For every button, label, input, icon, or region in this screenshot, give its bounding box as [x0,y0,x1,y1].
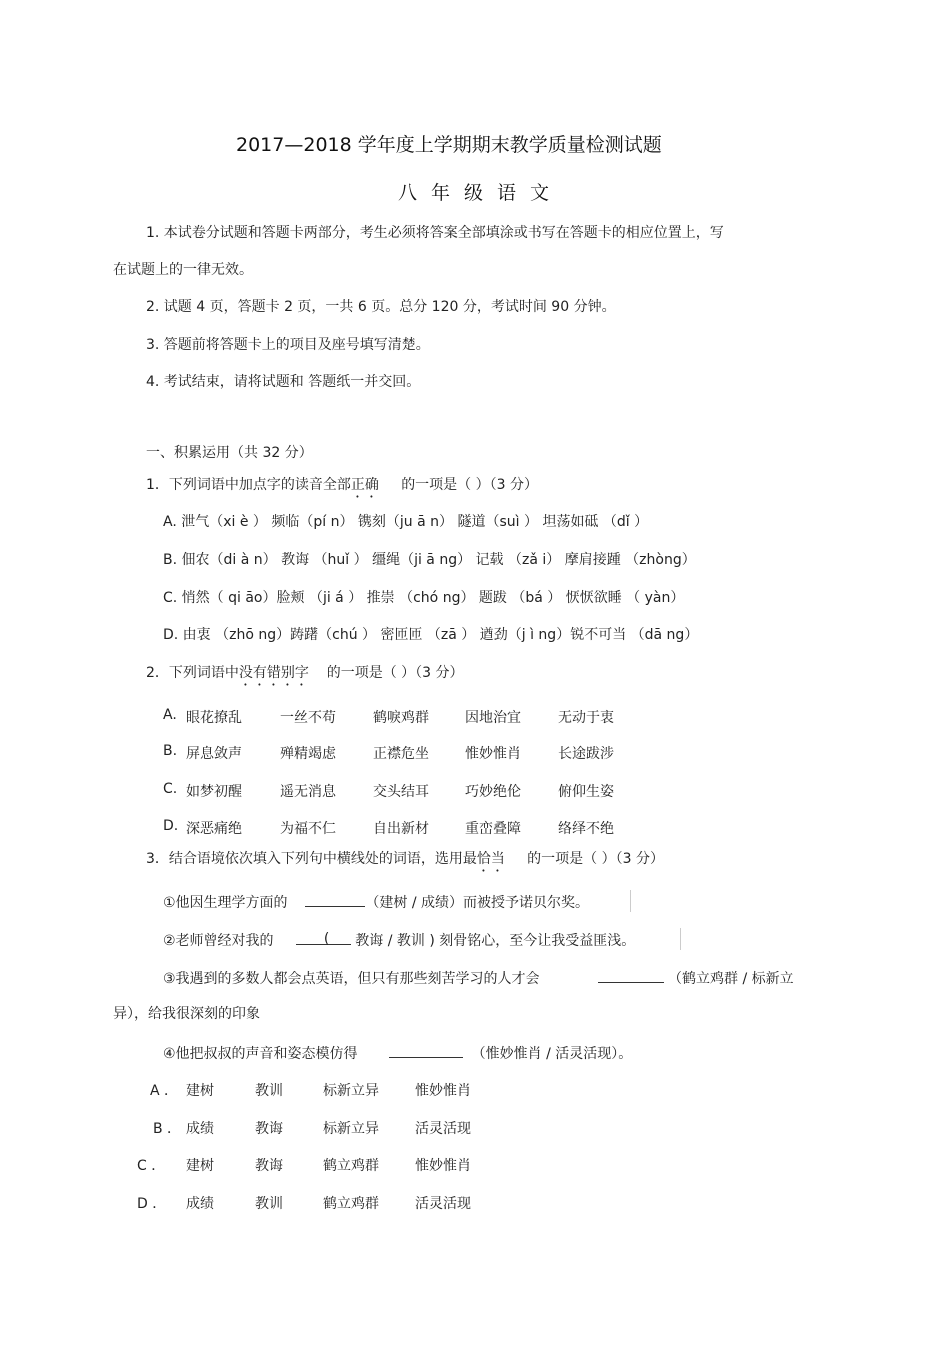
q2-stem-emphasis: 没有错别字 [238,665,309,681]
q3-sentence-text: 教诲 / 教训 ) 刻骨铭心，至今让我受益匪浅。 [355,933,636,949]
question-1-stem [146,476,538,501]
q2-word: 俯仰生姿 [558,784,614,800]
q3-word: 建树 [186,1158,214,1174]
q2-word: 巧妙绝伦 [465,784,521,800]
q2-word: 遥无消息 [280,784,336,800]
q3-stem-post: 的一项是（ ）（3 分） [527,851,664,867]
instruction-1-cont: 在试题上的一律无效。 [113,262,253,278]
blank-paren: ( [323,931,330,947]
scan-artifact-line [680,928,681,950]
q3-sentence-text: ③我遇到的多数人都会点英语，但只有那些刻苦学习的人才会 [163,971,540,987]
fill-blank-line [296,930,351,945]
q1-stem-pre: 1．下列词语中加点字的读音全部 [146,477,351,493]
q3-sentence-1 [163,892,589,912]
q2-word: 正襟危坐 [373,746,429,762]
q3-option-letter: D ． [137,1196,167,1212]
q2-word: 鹤唳鸡群 [373,710,429,726]
q3-word: 活灵活现 [415,1196,471,1212]
q3-sentence-3-cont: 异），给我很深刻的印象 [113,1006,260,1022]
fill-blank-line [305,892,365,907]
question-2-stem [146,664,464,689]
q2-word: 长途跋涉 [558,746,614,762]
q3-sentence-text: ②老师曾经对我的 [163,933,274,949]
section-heading: 一、积累运用（共 32 分） [146,445,313,461]
q3-word: 教诲 [255,1121,283,1137]
q2-word: 惟妙惟肖 [465,746,521,762]
q3-sentence-text: ①他因生理学方面的 [163,895,288,911]
q3-word: 标新立异 [323,1121,379,1137]
q2-word: 无动于衷 [558,710,614,726]
q2-option-letter: A. [163,707,177,723]
q3-sentence-text: （鹤立鸡群 / 标新立 [668,971,794,987]
instruction-1: 1. 本试卷分试题和答题卡两部分，考生必须将答案全部填涂或书写在答题卡的相应位置上，写 [146,225,724,241]
q3-option-letter: A ． [150,1083,179,1099]
q3-word: 鹤立鸡群 [323,1196,379,1212]
q3-word: 教训 [255,1196,283,1212]
q3-option-letter: B ． [153,1121,182,1137]
document-subtitle: 八年级语文 [398,182,564,204]
q1-option-a: A. 泄气（xi è ） 频临（pí n） 镌刻（ju ā n） 隧道（suì ） 坦荡如砥 （dǐ ） [163,514,649,530]
q3-word: 活灵活现 [415,1121,471,1137]
q1-option-b: B. 佃农（di à n） 教诲 （huǐ ） 缰绳（ji ā ng） 记载 （zǎ i） 摩肩接踵 （zhòng） [163,552,696,568]
q3-word: 惟妙惟肖 [415,1083,471,1099]
q2-word: 如梦初醒 [186,784,242,800]
q3-sentence-text: （建树 / 成绩）而被授予诺贝尔奖。 [365,895,589,911]
fill-blank-line [598,968,664,983]
q2-word: 因地治宜 [465,710,521,726]
q3-word: 鹤立鸡群 [323,1158,379,1174]
instruction-2: 2. 试题 4 页，答题卡 2 页，一共 6 页。总分 120 分，考试时间 90 分钟。 [146,299,616,315]
q3-option-letter: C ． [137,1158,166,1174]
q2-option-letter: B. [163,743,178,759]
q2-word: 重峦叠障 [465,821,521,837]
q3-word: 成绩 [186,1121,214,1137]
q3-sentence-4 [163,1043,632,1063]
q2-option-letter: C. [163,781,178,797]
q2-word: 殚精竭虑 [280,746,336,762]
scan-artifact-line [630,890,631,912]
fill-blank-line [389,1043,463,1058]
q3-word: 惟妙惟肖 [415,1158,471,1174]
q2-word: 络绎不绝 [558,821,614,837]
q2-word: 自出新材 [373,821,429,837]
q2-option-letter: D. [163,818,179,834]
q3-word: 建树 [186,1083,214,1099]
instruction-4: 4. 考试结束，请将试题和 答题纸一并交回。 [146,374,421,390]
q3-sentence-3 [163,968,794,988]
q3-stem-emphasis: 恰当 [476,851,505,867]
q1-option-c: C. 悄然（ qi āo）脸颊 （ji á ） 推崇 （chó ng） 题跋 （bá ） 恹恹欲睡 （ yàn） [163,590,685,606]
q3-word: 成绩 [186,1196,214,1212]
q2-word: 一丝不苟 [280,710,336,726]
q2-word: 交头结耳 [373,784,429,800]
q2-stem-post: 的一项是（ ）（3 分） [326,665,464,681]
q2-word: 屏息敛声 [186,746,242,762]
q3-stem-pre: 3．结合语境依次填入下列句中横线处的词语，选用最 [146,851,477,867]
question-3-stem [146,850,664,875]
q1-stem-emphasis: 正确 [350,477,379,493]
q1-stem-post: 的一项是（ ）（3 分） [401,477,538,493]
q3-word: 教诲 [255,1158,283,1174]
q2-word: 眼花撩乱 [186,710,242,726]
q2-stem-pre: 2．下列词语中 [146,665,239,681]
q3-sentence-text: （惟妙惟肖 / 活灵活现）。 [471,1046,633,1062]
q3-word: 标新立异 [323,1083,379,1099]
document-title: 2017—2018 学年度上学期期末教学质量检测试题 [236,134,662,156]
q2-word: 深恶痛绝 [186,821,242,837]
q3-sentence-text: ④他把叔叔的声音和姿态模仿得 [163,1046,358,1062]
instruction-3: 3. 答题前将答题卡上的项目及座号填写清楚。 [146,337,430,353]
q2-word: 为福不仁 [280,821,336,837]
q1-option-d: D. 由衷 （zhō ng）踌躇（chú ） 密匝匝 （zā ） 遒劲（j ì ng）锐不可当 （dā ng） [163,627,699,643]
q3-sentence-2 [163,930,635,950]
q3-word: 教训 [255,1083,283,1099]
